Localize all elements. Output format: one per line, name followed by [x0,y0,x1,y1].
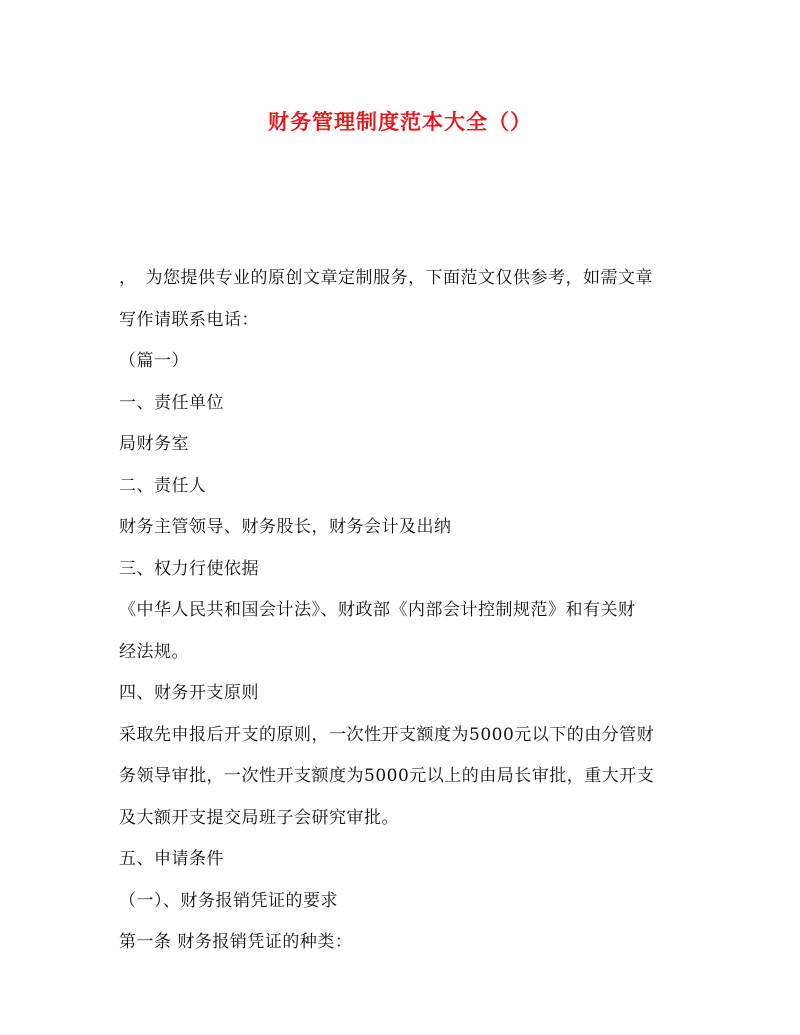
section-heading-2: 二、责任人 [119,475,207,496]
section-text-4-line-1: 采取先申报后开支的原则，一次性开支额度为5000元以下的由分管财 [119,724,655,745]
part-label: （篇一） [119,351,189,371]
section-text-4-line-3: 及大额开支提交局班子会研究审批。 [119,807,399,828]
intro-line-2: 写作请联系电话： [119,309,259,330]
section-heading-5: 五、申请条件 [119,849,224,869]
section-heading-4: 四、财务开支原则 [119,683,259,703]
section-heading-3: 三、权力行使依据 [119,558,259,579]
article-1: 第一条 财务报销凭证的种类： [119,932,353,952]
document-body [119,258,689,964]
document-title: 财务管理制度范本大全（） [268,110,532,134]
section-heading-1: 一、责任单位 [119,392,224,413]
intro-line-1: ， 为您提供专业的原创文章定制服务，下面范文仅供参考，如需文章 [119,268,653,288]
section-text-3-line-1: 《中华人民共和国会计法》、财政部《内部会计控制规范》和有关财 [119,600,636,620]
subsection-heading-1: （一）、财务报销凭证的要求 [119,890,338,911]
section-text-4-line-2: 务领导审批，一次性开支额度为5000元以上的由局长审批，重大开支 [119,766,655,786]
section-text-3-line-2: 经法规。 [119,641,189,662]
section-text-1: 局财务室 [119,434,189,454]
section-text-2: 财务主管领导、财务股长，财务会计及出纳 [119,517,452,537]
